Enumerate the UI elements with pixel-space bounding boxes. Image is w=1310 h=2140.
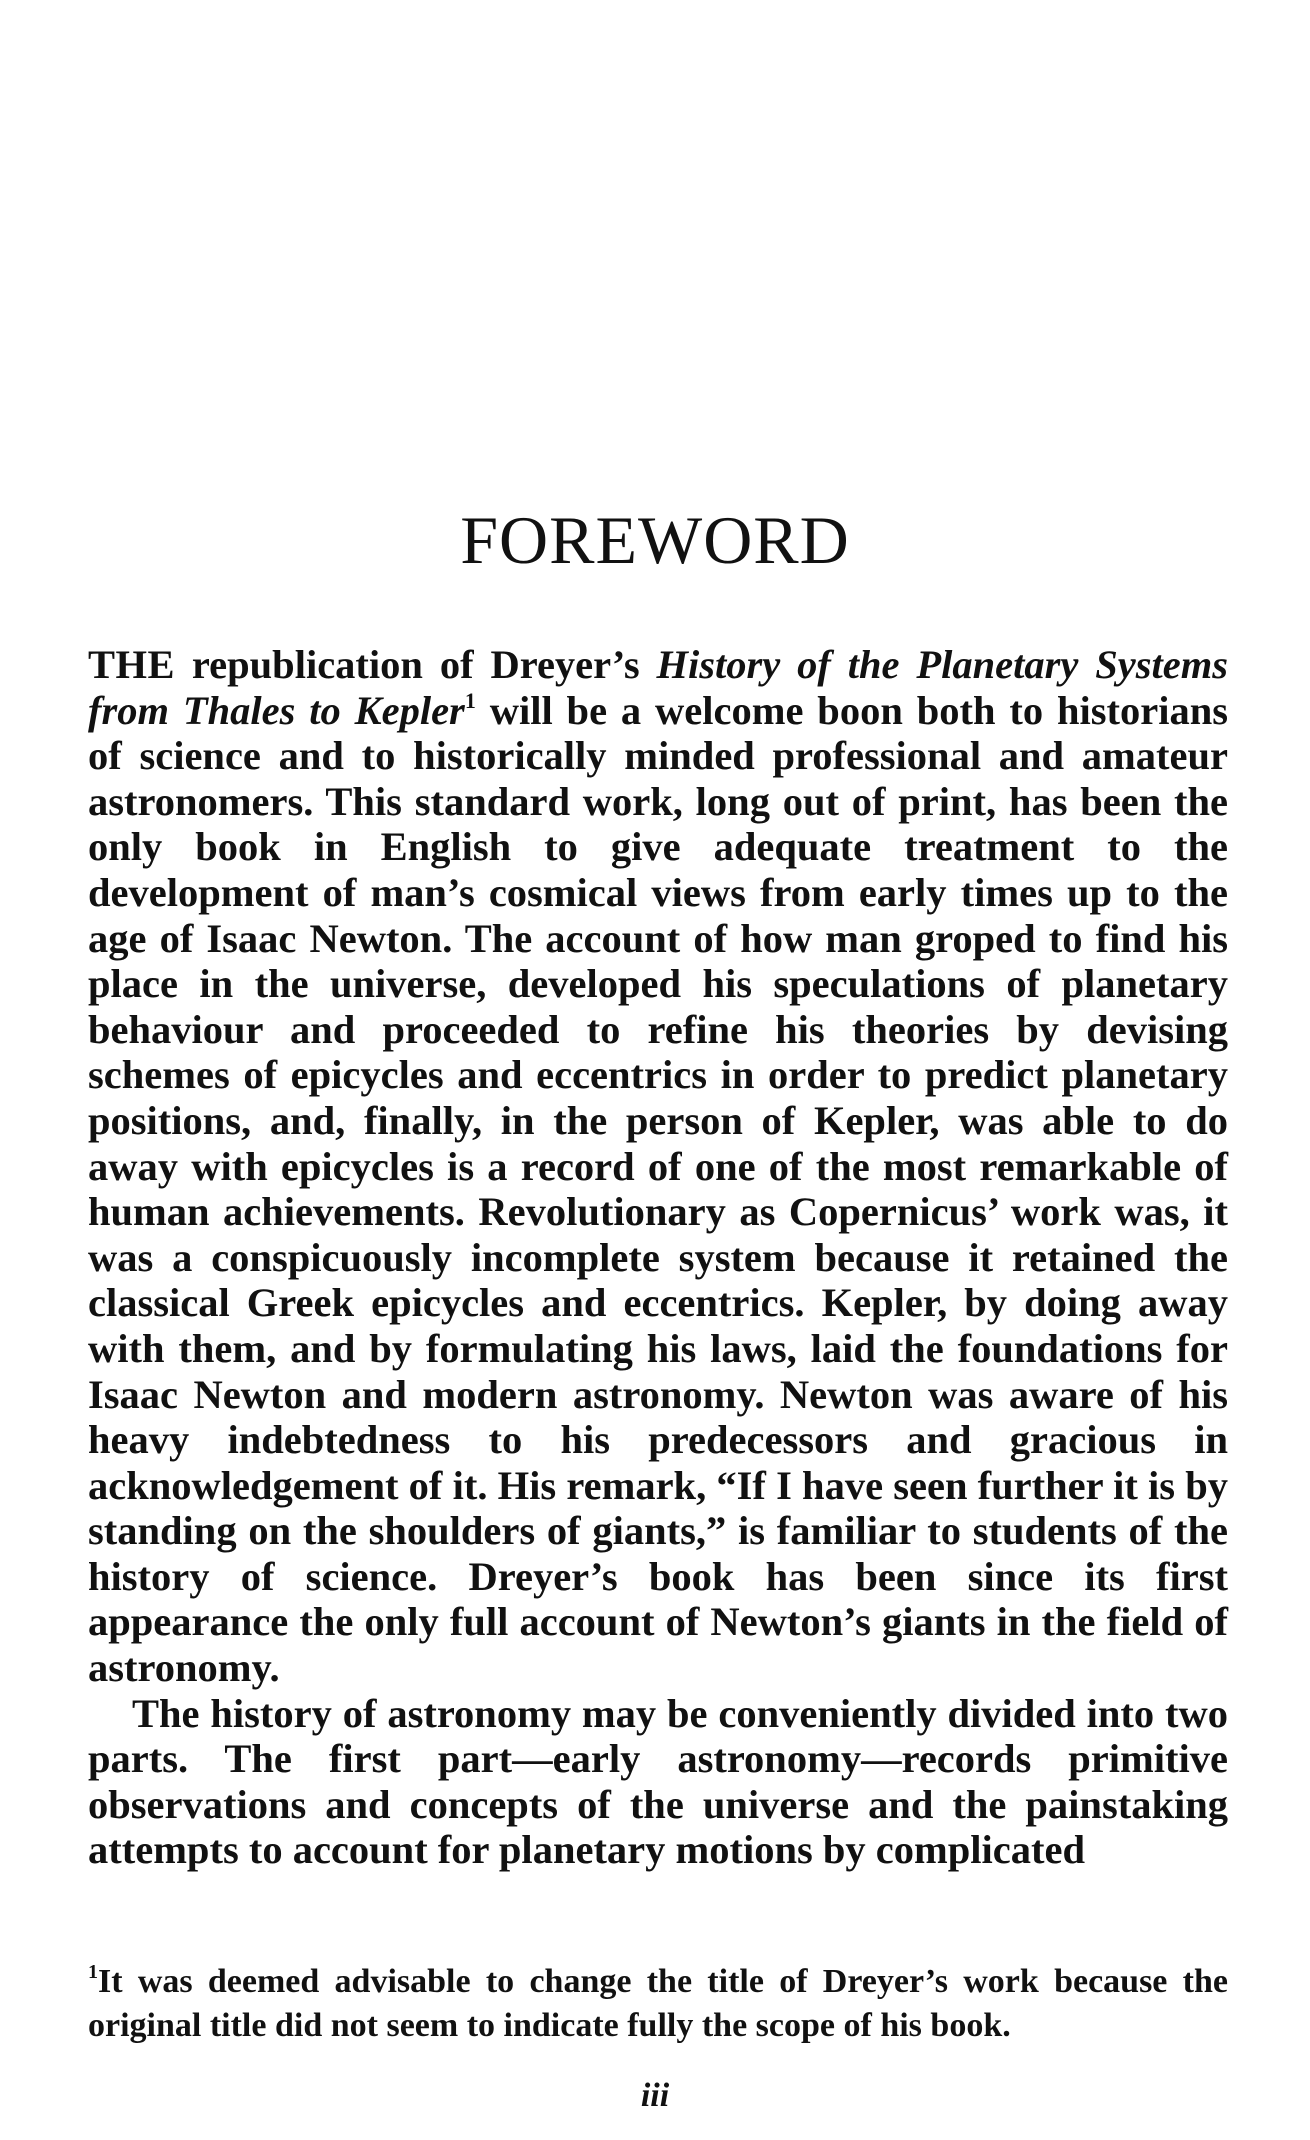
foreword-body bbox=[88, 642, 1228, 1873]
footnote-reference: 1 bbox=[464, 687, 476, 713]
footnote-mark: 1 bbox=[88, 1961, 98, 1983]
footnote bbox=[88, 1960, 1228, 2048]
page-title: FOREWORD bbox=[460, 502, 850, 578]
page-number: iii bbox=[640, 2077, 670, 2114]
footnote-text: It was deemed advisable to change the title of Dreyer’s work because the original title did not seem to indicate fully the scope of his book. bbox=[88, 1963, 1228, 2044]
paragraph-lead-caps: THE bbox=[88, 642, 176, 687]
paragraph-1-intro: republication of Dreyer’s bbox=[175, 642, 657, 687]
paragraph-2: The history of astronomy may be conveniently divided into two parts. The first part—early astronomy—records primitive observations and concepts of the universe and the painstaking attempts to account for planetary motions by complicated bbox=[88, 1690, 1228, 1873]
book-title: History of the Planetary Systems from Thales to Kepler bbox=[88, 642, 1228, 733]
paragraph-1 bbox=[88, 642, 1228, 1691]
paragraph-1-text: will be a welcome boon both to historians of science and to historically minded professional and amateur astronomers. This standard work, long out of print, has been the only book in English to give adequate treatment to the development of man’s cosmical views from early times up to the age of Isaac Newton. The account of how man groped to find his place in the universe, developed his speculations of planetary behaviour and proceeded to refine his theories by devising schemes of epicycles and eccentrics in order to predict planetary positions, and, finally, in the person of Kepler, was able to do away with epicycles is a record of one of the most remarkable of human achievements. Revolutionary as Copernicus’ work was, it was a conspicuously incomplete system because it retained the classical Greek epicycles and eccentrics. Kepler, by doing away with them, and by formulating his laws, laid the foundations for Isaac Newton and modern astronomy. Newton was aware of his heavy indebtedness to his predecessors and gracious in acknowledgement of it. His remark, “If I have seen further it is by standing on the shoulders of giants,” is familiar to students of the history of science. Dreyer’s book has been since its first appearance the only full account of Newton’s giants in the field of astronomy. bbox=[88, 687, 1229, 1691]
